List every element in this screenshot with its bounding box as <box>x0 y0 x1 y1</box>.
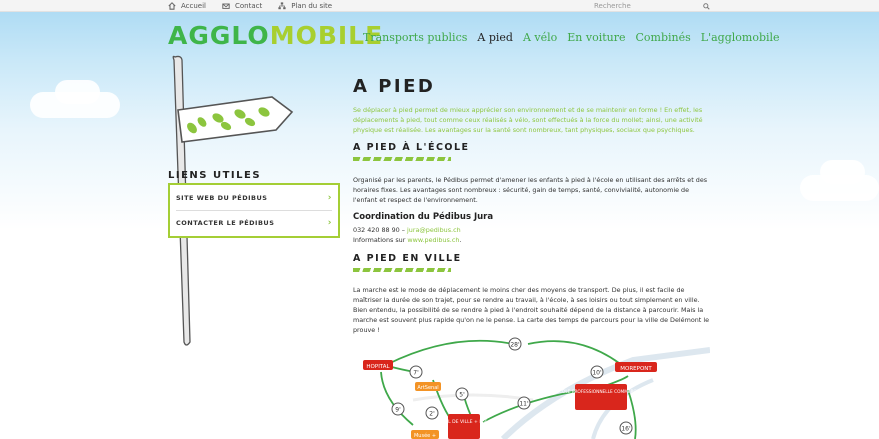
map-place-hotel-de-ville <box>448 414 480 439</box>
map-place-label: ECOLE PROFESSIONNELLE COMMERCIALE <box>556 390 646 395</box>
home-icon <box>168 2 176 10</box>
contact-link-label: Contact <box>235 2 263 10</box>
map-time-label: 7' <box>413 369 419 377</box>
coordination-info-label: Informations sur <box>353 236 408 244</box>
pedibus-email-link[interactable]: jura@pedibus.ch <box>407 226 461 234</box>
mail-icon <box>222 2 230 10</box>
useful-links-title: LIENS UTILES <box>168 170 262 181</box>
section-city-title: A PIED EN VILLE <box>353 253 462 264</box>
search-icon[interactable] <box>703 3 710 10</box>
cloud <box>55 80 100 104</box>
nav-transports-publics[interactable]: Transports publics <box>363 31 468 44</box>
chevron-right-icon: › <box>327 218 332 228</box>
chevron-right-icon: › <box>327 192 332 203</box>
nav-combines[interactable]: Combinés <box>635 31 691 44</box>
map-time-label: 10' <box>592 369 602 377</box>
nav-en-voiture[interactable]: En voiture <box>567 31 626 44</box>
logo-part-agglo: AGGLO <box>168 21 270 50</box>
contact-link[interactable] <box>222 0 262 12</box>
section-divider <box>353 157 451 161</box>
walking-time-map[interactable] <box>353 330 710 439</box>
map-place-label: HÔTEL DE VILLE + Police <box>435 420 493 425</box>
coordination-contact <box>353 225 710 245</box>
link-contact-pedibus[interactable] <box>176 210 332 235</box>
map-graphic <box>353 330 710 439</box>
section-school-title: A PIED À L'ÉCOLE <box>353 142 470 153</box>
home-link[interactable] <box>168 0 206 12</box>
sitemap-link-label: Plan du site <box>291 2 333 10</box>
link-pedibus-website[interactable] <box>176 185 332 210</box>
link-pedibus-website-label: SITE WEB DU PÉDIBUS <box>176 193 268 202</box>
home-link-label: Accueil <box>181 2 206 10</box>
nav-agglomobile[interactable]: L'agglomobile <box>700 31 780 44</box>
nav-a-pied[interactable]: A pied <box>477 31 513 44</box>
search-box <box>594 0 710 12</box>
cloud <box>10 290 95 312</box>
map-place-label: ArtSenal <box>417 385 439 391</box>
cloud <box>820 160 865 184</box>
logo-part-mobile: MOBILE <box>269 21 384 50</box>
top-utility-bar <box>0 0 879 12</box>
map-time-label: 28' <box>510 341 520 349</box>
page-title: A PIED <box>353 76 436 97</box>
map-time-label: 9' <box>395 406 401 414</box>
map-time-label: 2' <box>429 410 435 418</box>
map-place-ecole-professionnelle <box>575 384 627 410</box>
section-city-text: La marche est le mode de déplacement le moins cher des moyens de transport. De plus, il est facile de maîtriser la durée de son trajet, pour se rendre au travail, à l'école, à ses loisirs ou tout simplement en ville. Bien entendu, la possibilité de se rendre à pied à l'endroit souhaité dépend de la distance à parcourir. Mais la marche est souvent plus rapide qu'on ne le pense. La carte des temps de parcours pour la ville de Delémont le prouve ! <box>353 286 710 334</box>
cloud <box>770 290 830 308</box>
map-time-label: 11' <box>519 400 529 408</box>
map-time-label: 5' <box>459 391 465 399</box>
link-contact-pedibus-label: CONTACTER LE PÉDIBUS <box>176 219 275 227</box>
coordination-info-end: . <box>459 236 462 244</box>
map-place-label: Musée + <box>413 433 437 439</box>
pedibus-website-link[interactable]: www.pedibus.ch <box>407 236 460 244</box>
coordination-title: Coordination du Pédibus Jura <box>353 212 494 222</box>
main-navigation <box>363 31 780 44</box>
sitemap-icon <box>278 2 286 10</box>
coordination-phone: 032 420 88 90 – <box>353 226 408 234</box>
map-place-label: MOREPONT <box>620 366 652 372</box>
intro-text: Se déplacer à pied permet de mieux apprécier son environnement et de se maintenir en forme ! En effet, les déplacements à pied, tout comme ceux réalisés à vélo, sont effectués à la force du mollet; ainsi, une activité physique est réalisée. Les avantages sur la santé sont nombreux, tant physiques, sociaux que psychiques. <box>353 106 703 134</box>
sitemap-link[interactable] <box>278 0 332 12</box>
useful-links-box <box>168 183 340 238</box>
section-school-text: Organisé par les parents, le Pédibus permet d'amener les enfants à pied à l'école en utilisant des arrêts et des horaires fixes. Les avantages sont nombreux : sécurité, gain de temps, santé, convivialité, autonomie de l'enfant et respect de l'environnement. <box>353 176 708 204</box>
search-input[interactable] <box>594 2 684 10</box>
section-divider <box>353 268 451 272</box>
map-place-label: HOPITAL <box>366 364 390 370</box>
agglomobile-logo[interactable] <box>168 21 383 50</box>
nav-a-velo[interactable]: A vélo <box>522 31 558 44</box>
map-time-label: 16' <box>621 425 631 433</box>
